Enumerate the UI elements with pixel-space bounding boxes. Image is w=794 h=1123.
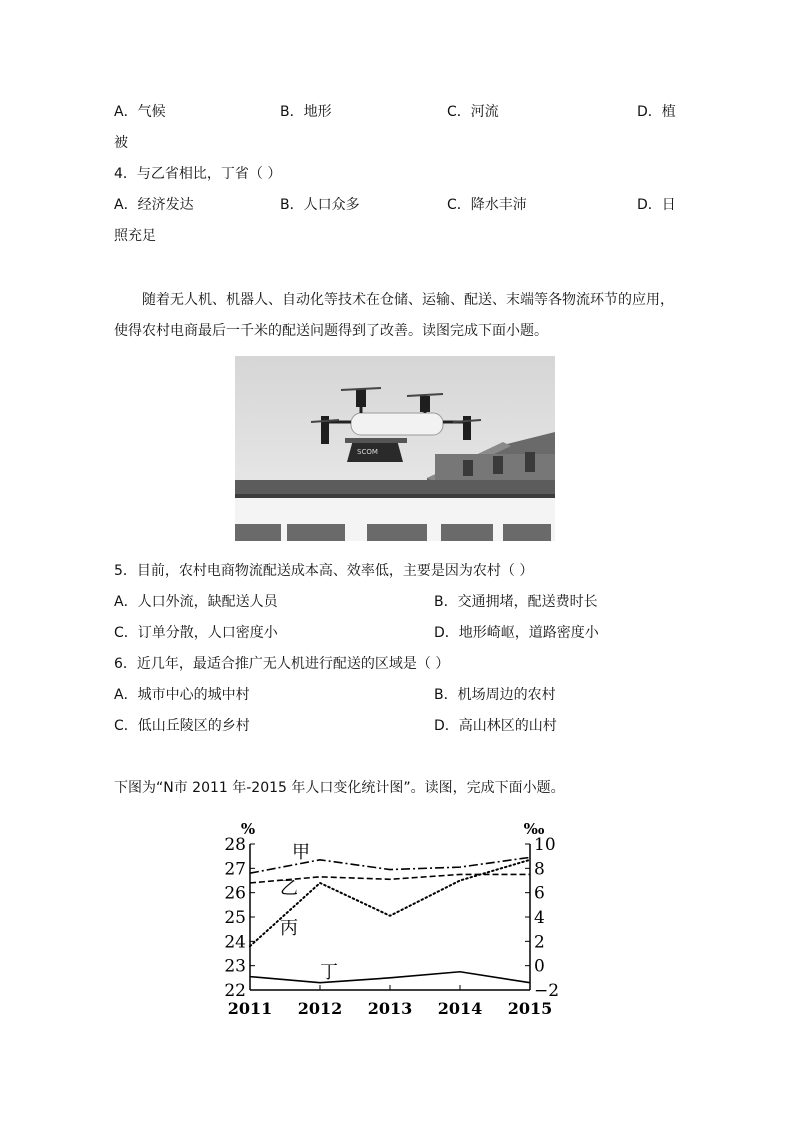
q5-option-c: C．订单分散，人口密度小 xyxy=(114,625,278,641)
q3-option-b: B．地形 xyxy=(280,104,332,120)
right-tick-label: −2 xyxy=(534,981,560,1001)
series-label: 丙 xyxy=(280,918,298,939)
left-axis-unit: % xyxy=(240,820,256,838)
q6-option-c: C．低山丘陵区的乡村 xyxy=(114,718,250,734)
left-tick-label: 28 xyxy=(224,835,246,855)
passage-chart-intro: 下图为“N市 2011 年-2015 年人口变化统计图”。读图，完成下面小题。 xyxy=(114,780,565,796)
right-tick-label: 4 xyxy=(534,908,545,928)
q4-stem: 4．与乙省相比，丁省（ ） xyxy=(114,166,282,182)
left-tick-label: 26 xyxy=(224,883,246,904)
q6-option-a: A．城市中心的城中村 xyxy=(114,687,250,703)
passage-drone: 随着无人机、机器人、自动化等技术在仓储、运输、配送、末端等各物流环节的应用，使得农村电商最后一千米的配送问题得到了改善。读图完成下面小题。 xyxy=(114,292,674,339)
right-tick-label: 8 xyxy=(534,859,545,880)
q6-option-b: B．机场周边的农村 xyxy=(434,687,556,703)
q3-option-c: C．河流 xyxy=(447,104,499,120)
series-line-丁 xyxy=(250,972,530,983)
right-tick-label: 2 xyxy=(534,932,545,953)
drone-label: SCOM xyxy=(357,448,378,456)
q5-option-b: B．交通拥堵，配送费时长 xyxy=(434,594,598,610)
x-tick-label: 2013 xyxy=(367,999,413,1018)
x-tick-label: 2011 xyxy=(227,999,273,1018)
q3-option-d: D．植 xyxy=(637,104,676,120)
x-tick-label: 2014 xyxy=(437,999,483,1018)
q4-option-a: A．经济发达 xyxy=(114,197,194,213)
q6-option-d: D．高山林区的山村 xyxy=(434,718,557,734)
x-tick-label: 2015 xyxy=(507,999,553,1018)
q3-option-a: A．气候 xyxy=(114,104,166,120)
q5-stem: 5．目前，农村电商物流配送成本高、效率低，主要是因为农村（ ） xyxy=(114,563,534,579)
population-chart xyxy=(218,818,578,1027)
drone-photo xyxy=(235,356,555,541)
series-label: 丁 xyxy=(320,962,338,983)
left-tick-label: 22 xyxy=(224,981,246,1001)
q5-option-a: A．人口外流，缺配送人员 xyxy=(114,594,278,610)
left-tick-label: 24 xyxy=(224,932,246,953)
left-tick-label: 25 xyxy=(224,908,246,928)
q4-option-b: B．人口众多 xyxy=(280,197,360,213)
left-tick-label: 27 xyxy=(224,859,246,880)
q5-option-d: D．地形崎岖，道路密度小 xyxy=(434,625,599,641)
q6-stem: 6．近几年，最适合推广无人机进行配送的区域是（ ） xyxy=(114,656,450,672)
q4-option-d: D．日 xyxy=(637,197,676,213)
x-tick-label: 2012 xyxy=(297,999,343,1018)
q4-option-d-wrap: 照充足 xyxy=(114,228,156,244)
q3-option-d-wrap: 被 xyxy=(114,135,128,151)
right-tick-label: 10 xyxy=(534,835,556,855)
left-tick-label: 23 xyxy=(224,956,246,977)
right-tick-label: 6 xyxy=(534,883,545,904)
q4-option-c: C．降水丰沛 xyxy=(447,197,527,213)
right-axis-unit: ‰ xyxy=(523,820,545,838)
series-label: 甲 xyxy=(292,842,310,863)
series-label: 乙 xyxy=(280,878,298,899)
right-tick-label: 0 xyxy=(534,956,545,977)
